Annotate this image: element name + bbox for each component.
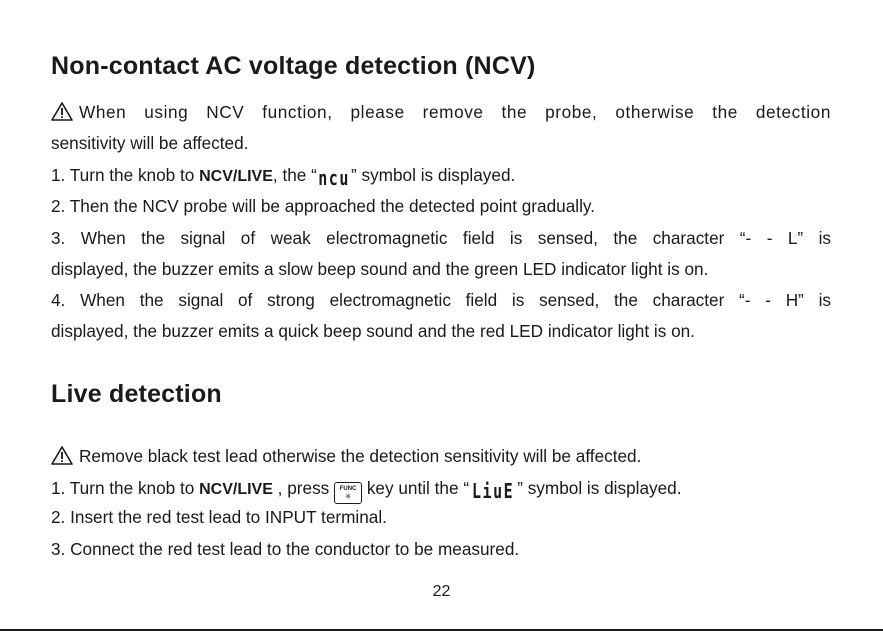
live-warning-text: Remove black test lead otherwise the detection sensitivity will be affected. xyxy=(79,446,642,466)
section-title-ncv: Non-contact AC voltage detection (NCV) xyxy=(51,52,536,80)
live-step-3: 3. Connect the red test lead to the conductor to be measured. xyxy=(51,539,520,559)
lcd-symbol-ncv: ncu xyxy=(318,166,350,190)
ncv-step-2: 2. Then the NCV probe will be approached the detected point gradually. xyxy=(51,196,595,216)
ncv-warning-line-1 xyxy=(51,101,831,123)
ncv-step-1: 1. Turn the knob to NCV/LIVE, the “ncu” symbol is displayed. xyxy=(51,165,516,190)
mode-label: NCV/LIVE xyxy=(199,481,273,498)
warning-icon xyxy=(51,102,73,121)
warning-icon xyxy=(51,446,73,465)
mode-label: NCV/LIVE xyxy=(199,168,273,185)
ncv-warning-line-2: sensitivity will be affected. xyxy=(51,133,249,153)
section-title-live: Live detection xyxy=(51,380,222,408)
ncv-step-4-line-1: 4. When the signal of strong electromagnetic field is sensed, the character “- - H” is xyxy=(51,290,831,310)
ncv-step-4-line-2: displayed, the buzzer emits a quick beep sound and the red LED indicator light is on. xyxy=(51,321,695,341)
live-step-1: 1. Turn the knob to NCV/LIVE , press FUNC ✳ key until the “ LiuE ” symbol is displayed. xyxy=(51,478,682,503)
live-step-2: 2. Insert the red test lead to INPUT terminal. xyxy=(51,507,387,527)
ncv-warning-text: When using NCV function, please remove the probe, otherwise the detection xyxy=(79,102,831,122)
lcd-symbol-live: LiuE xyxy=(472,479,515,503)
ncv-step-3-line-2: displayed, the buzzer emits a slow beep sound and the green LED indicator light is on. xyxy=(51,259,709,279)
func-key-icon: FUNC ✳ xyxy=(334,482,362,504)
live-warning xyxy=(51,445,831,467)
page-number: 22 xyxy=(432,583,451,600)
ncv-step-3-line-1: 3. When the signal of weak electromagnetic field is sensed, the character “- - L” is xyxy=(51,228,831,248)
